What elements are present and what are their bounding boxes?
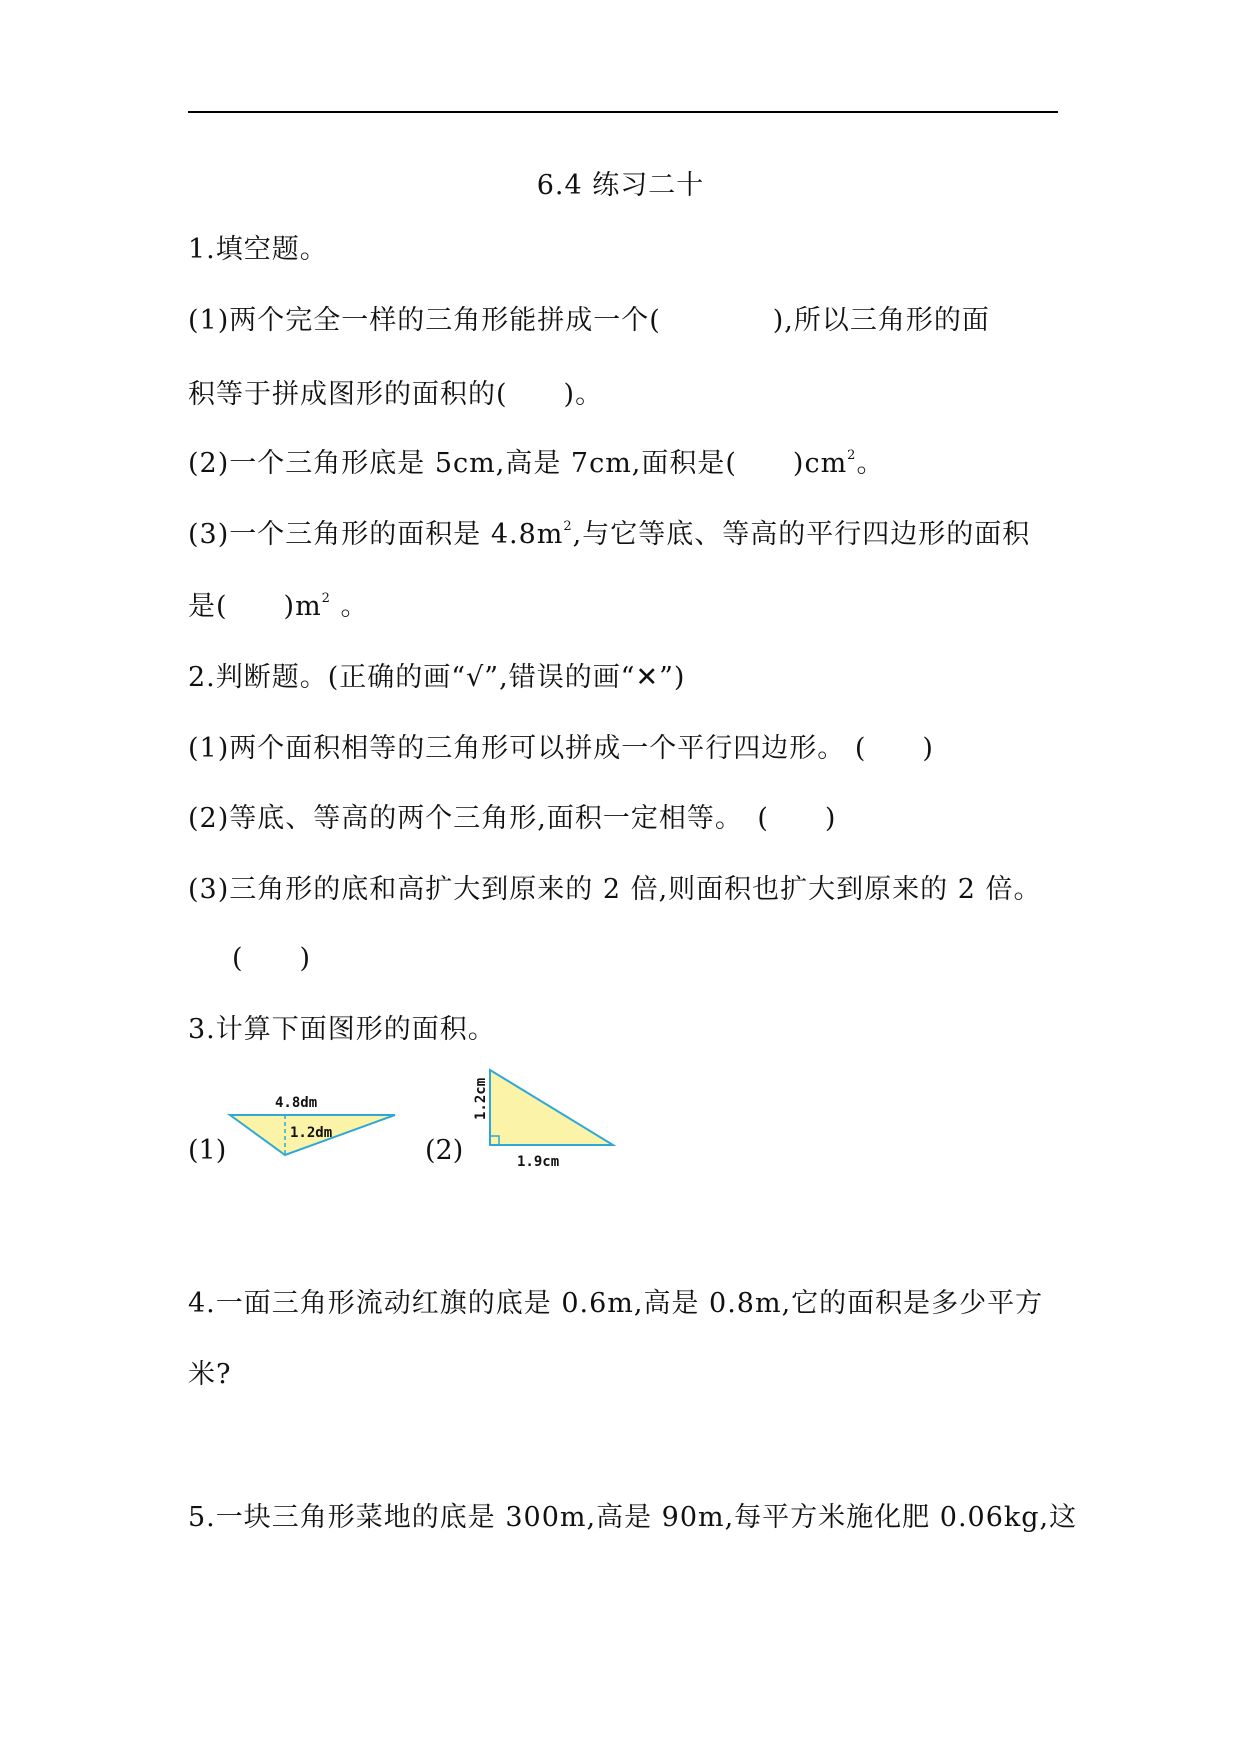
q1-p3-line1-a: (3)一个三角形的面积是 4.8m xyxy=(188,519,564,550)
q4-line1: 4.一面三角形流动红旗的底是 0.6m,高是 0.8m,它的面积是多少平方 xyxy=(188,1288,1044,1319)
fig2-label: (2) xyxy=(425,1135,464,1166)
q2-p3-blank: ( ) xyxy=(232,943,312,974)
header-rule xyxy=(188,111,1058,113)
fig2-triangle xyxy=(490,1070,613,1145)
q1-p3-line2-sup: 2 xyxy=(321,591,331,606)
q2-heading: 2.判断题。(正确的画“√”,错误的画“✕”) xyxy=(188,662,686,693)
q1-p3-line2-b: 。 xyxy=(330,591,369,622)
q2-p2: (2)等底、等高的两个三角形,面积一定相等。 ( ) xyxy=(188,803,837,834)
q1-p3-line2 xyxy=(188,589,369,625)
fig1-triangle-figure xyxy=(225,1085,405,1170)
page-title: 6.4 练习二十 xyxy=(536,170,705,201)
q1-p2-sup: 2 xyxy=(847,448,857,463)
q1-p3-line1-b: ,与它等底、等高的平行四边形的面积 xyxy=(572,519,1031,550)
fig2-base-label: 1.9cm xyxy=(517,1154,560,1170)
q1-p2-end: 。 xyxy=(856,448,885,479)
q1-p3-line1-sup: 2 xyxy=(563,519,573,534)
fig2-height-label: 1.2cm xyxy=(473,1077,489,1120)
q1-heading: 1.填空题。 xyxy=(188,234,328,265)
q5-line1: 5.一块三角形菜地的底是 300m,高是 90m,每平方米施化肥 0.06kg,这 xyxy=(188,1502,1078,1533)
q1-p2-text: (2)一个三角形底是 5cm,高是 7cm,面积是( )cm xyxy=(188,448,848,479)
fig1-base-label: 4.8dm xyxy=(275,1095,318,1111)
q1-p3-line2-a: 是( )m xyxy=(188,591,322,622)
q2-p3: (3)三角形的底和高扩大到原来的 2 倍,则面积也扩大到原来的 2 倍。 xyxy=(188,874,1042,905)
q4-line2: 米? xyxy=(188,1359,232,1390)
q1-p1-line2: 积等于拼成图形的面积的( )。 xyxy=(188,379,604,410)
q1-p2 xyxy=(188,446,884,482)
q3-heading: 3.计算下面图形的面积。 xyxy=(188,1014,496,1045)
q1-p3-line1 xyxy=(188,517,1030,553)
q1-p1-line1: (1)两个完全一样的三角形能拼成一个( ),所以三角形的面 xyxy=(188,305,990,336)
fig1-label: (1) xyxy=(188,1135,227,1166)
fig1-height-label: 1.2dm xyxy=(290,1125,333,1141)
fig2-triangle-figure xyxy=(465,1060,625,1170)
q2-p1: (1)两个面积相等的三角形可以拼成一个平行四边形。 ( ) xyxy=(188,733,934,764)
